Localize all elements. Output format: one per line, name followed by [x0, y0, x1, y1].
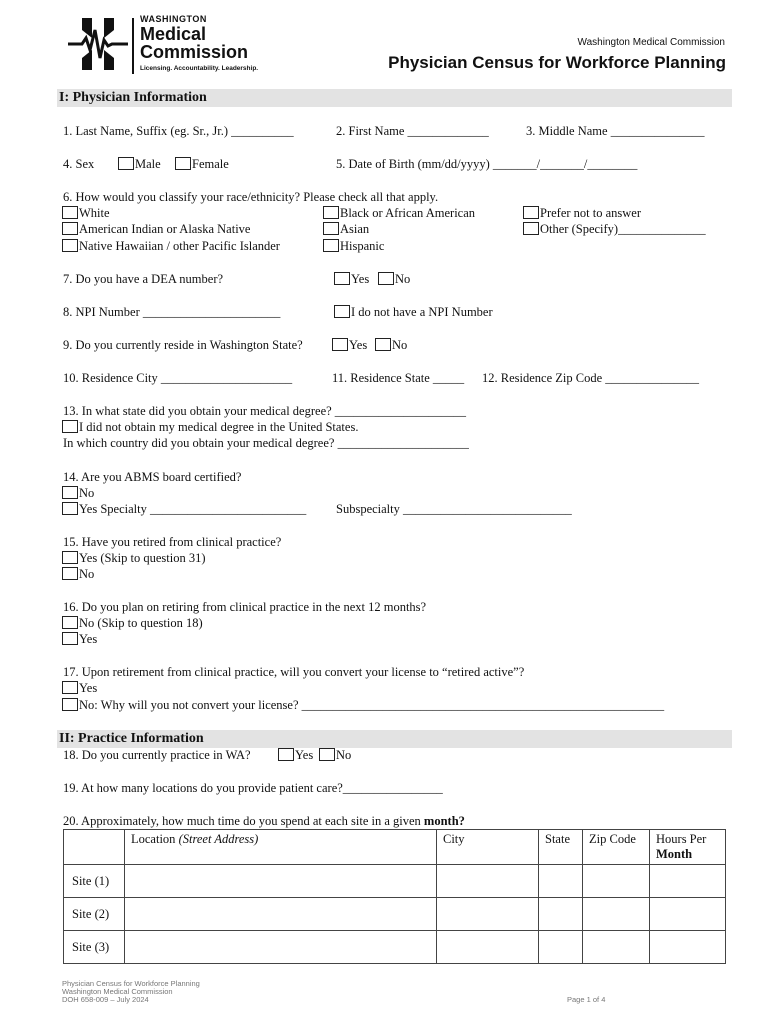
q12-residence-zip[interactable]: 12. Residence Zip Code _______________ [482, 371, 699, 385]
q9-yes-option[interactable]: Yes [332, 338, 367, 353]
q18-question: 18. Do you currently practice in WA? [63, 748, 251, 762]
q5-date-of-birth[interactable]: 5. Date of Birth (mm/dd/yyyy) _______/_______/________ [336, 157, 638, 171]
site-city-cell[interactable] [437, 865, 539, 898]
site-state-cell[interactable] [539, 931, 583, 964]
site-city-cell[interactable] [437, 898, 539, 931]
q7-question: 7. Do you have a DEA number? [63, 272, 224, 286]
checkbox[interactable] [62, 632, 78, 645]
q10-residence-city[interactable]: 10. Residence City _____________________ [63, 371, 293, 385]
checkbox[interactable] [319, 748, 335, 761]
table-header-city: City [437, 830, 539, 865]
q6-option-hispanic[interactable]: Hispanic [323, 239, 384, 254]
q4-female-option[interactable]: Female [175, 157, 229, 172]
site-hours-cell[interactable] [650, 865, 726, 898]
table-row [64, 865, 726, 898]
site-state-cell[interactable] [539, 865, 583, 898]
checkbox[interactable] [334, 272, 350, 285]
site-location-cell[interactable] [125, 865, 437, 898]
q13-non-us-option[interactable]: I did not obtain my medical degree in the United States. [62, 420, 358, 435]
q13-country[interactable]: In which country did you obtain your medical degree? _____________________ [63, 436, 469, 450]
q6-question: 6. How would you classify your race/ethnicity? Please check all that apply. [63, 190, 439, 204]
q8-npi-number[interactable]: 8. NPI Number ______________________ [63, 305, 281, 319]
checkbox[interactable] [62, 222, 78, 235]
practice-sites-table [63, 829, 726, 964]
section-practice-information: II: Practice Information [57, 730, 732, 748]
q19-locations[interactable]: 19. At how many locations do you provide patient care?________________ [63, 781, 443, 795]
checkbox[interactable] [323, 222, 339, 235]
q4-male-option[interactable]: Male [118, 157, 161, 172]
q14-question: 14. Are you ABMS board certified? [63, 470, 242, 484]
checkbox[interactable] [332, 338, 348, 351]
q4-sex-label: 4. Sex [63, 157, 95, 171]
q14-yes-option[interactable]: Yes Specialty _________________________ [62, 502, 306, 517]
footer-agency: Washington Medical Commission [62, 987, 173, 996]
checkbox[interactable] [62, 486, 78, 499]
q6-option-black[interactable]: Black or African American [323, 206, 475, 221]
site-zip-cell[interactable] [583, 931, 650, 964]
q15-yes-option[interactable]: Yes (Skip to question 31) [62, 551, 206, 566]
checkbox[interactable] [62, 206, 78, 219]
table-header-hours: Hours Per Month [650, 830, 726, 865]
checkbox[interactable] [118, 157, 134, 170]
site-label: Site (1) [64, 865, 125, 898]
q15-question: 15. Have you retired from clinical practice? [63, 535, 282, 549]
checkbox[interactable] [175, 157, 191, 170]
q7-yes-option[interactable]: Yes [334, 272, 369, 287]
q16-no-option[interactable]: No (Skip to question 18) [62, 616, 203, 631]
footer-form-number: DOH 658-009 – July 2024 [62, 995, 149, 1004]
table-header-row [64, 830, 726, 865]
q1-last-name[interactable]: 1. Last Name, Suffix (eg. Sr., Jr.) __________ [63, 124, 294, 138]
checkbox[interactable] [62, 239, 78, 252]
logo-line1: Medical [140, 24, 207, 44]
table-row [64, 898, 726, 931]
q16-question: 16. Do you plan on retiring from clinical practice in the next 12 months? [63, 600, 427, 614]
q14-subspecialty[interactable]: Subspecialty ___________________________ [336, 502, 572, 516]
checkbox[interactable] [62, 420, 78, 433]
footer-page-number: Page 1 of 4 [567, 995, 606, 1004]
logo-state: WASHINGTON [140, 14, 207, 24]
checkbox[interactable] [62, 616, 78, 629]
q6-option-prefer-not[interactable]: Prefer not to answer [523, 206, 641, 221]
table-header-blank [64, 830, 125, 865]
table-header-location: Location (Street Address) [125, 830, 437, 865]
q7-no-option[interactable]: No [378, 272, 410, 287]
page-title: Physician Census for Workforce Planning [388, 53, 726, 72]
footer-info [62, 980, 200, 1004]
q17-yes-option[interactable]: Yes [62, 681, 97, 696]
site-hours-cell[interactable] [650, 931, 726, 964]
q14-no-option[interactable]: No [62, 486, 94, 501]
site-location-cell[interactable] [125, 931, 437, 964]
checkbox[interactable] [378, 272, 394, 285]
site-location-cell[interactable] [125, 898, 437, 931]
site-hours-cell[interactable] [650, 898, 726, 931]
agency-name: Washington Medical Commission [577, 37, 725, 48]
q18-yes-option[interactable]: Yes [278, 748, 313, 763]
checkbox[interactable] [323, 206, 339, 219]
q6-option-other[interactable]: Other (Specify)______________ [523, 222, 706, 237]
q13-question[interactable]: 13. In what state did you obtain your medical degree? _____________________ [63, 404, 467, 418]
site-label: Site (2) [64, 898, 125, 931]
checkbox[interactable] [62, 551, 78, 564]
site-zip-cell[interactable] [583, 898, 650, 931]
table-header-state: State [539, 830, 583, 865]
checkbox[interactable] [523, 206, 539, 219]
q2-first-name[interactable]: 2. First Name _____________ [336, 124, 489, 138]
logo-line2: Commission [140, 42, 249, 62]
checkbox[interactable] [523, 222, 539, 235]
section-physician-information: I: Physician Information [57, 89, 732, 107]
q6-option-asian[interactable]: Asian [323, 222, 369, 237]
q16-yes-option[interactable]: Yes [62, 632, 97, 647]
q9-question: 9. Do you currently reside in Washington State? [63, 338, 303, 352]
checkbox[interactable] [334, 305, 350, 318]
table-header-zip: Zip Code [583, 830, 650, 865]
checkbox[interactable] [278, 748, 294, 761]
checkbox[interactable] [62, 681, 78, 694]
q6-option-american-indian[interactable]: American Indian or Alaska Native [62, 222, 250, 237]
q11-residence-state[interactable]: 11. Residence State _____ [332, 371, 465, 385]
checkbox[interactable] [323, 239, 339, 252]
q6-option-white[interactable]: White [62, 206, 110, 221]
q9-no-option[interactable]: No [375, 338, 407, 353]
checkbox[interactable] [62, 502, 78, 515]
table-row [64, 931, 726, 964]
footer-form-title: Physician Census for Workforce Planning [62, 979, 200, 988]
site-city-cell[interactable] [437, 931, 539, 964]
checkbox[interactable] [62, 567, 78, 580]
q17-no-option[interactable]: No: Why will you not convert your license? __________________________________________________________ [62, 698, 664, 713]
q20-question: 20. Approximately, how much time do you spend at each site in a given month? [63, 814, 465, 828]
site-zip-cell[interactable] [583, 865, 650, 898]
checkbox[interactable] [375, 338, 391, 351]
q3-middle-name[interactable]: 3. Middle Name _______________ [526, 124, 705, 138]
q18-no-option[interactable]: No [319, 748, 351, 763]
q8-no-npi-option[interactable]: I do not have a NPI Number [334, 305, 493, 320]
logo [68, 14, 268, 78]
q15-no-option[interactable]: No [62, 567, 94, 582]
site-label: Site (3) [64, 931, 125, 964]
checkbox[interactable] [62, 698, 78, 711]
q6-option-native-hawaiian[interactable]: Native Hawaiian / other Pacific Islander [62, 239, 280, 254]
site-state-cell[interactable] [539, 898, 583, 931]
medical-commission-logo-icon [68, 16, 128, 72]
logo-tagline: Licensing. Accountability. Leadership. [140, 65, 259, 72]
logo-divider [132, 18, 134, 74]
q17-question: 17. Upon retirement from clinical practice, will you convert your license to “retired active”? [63, 665, 525, 679]
